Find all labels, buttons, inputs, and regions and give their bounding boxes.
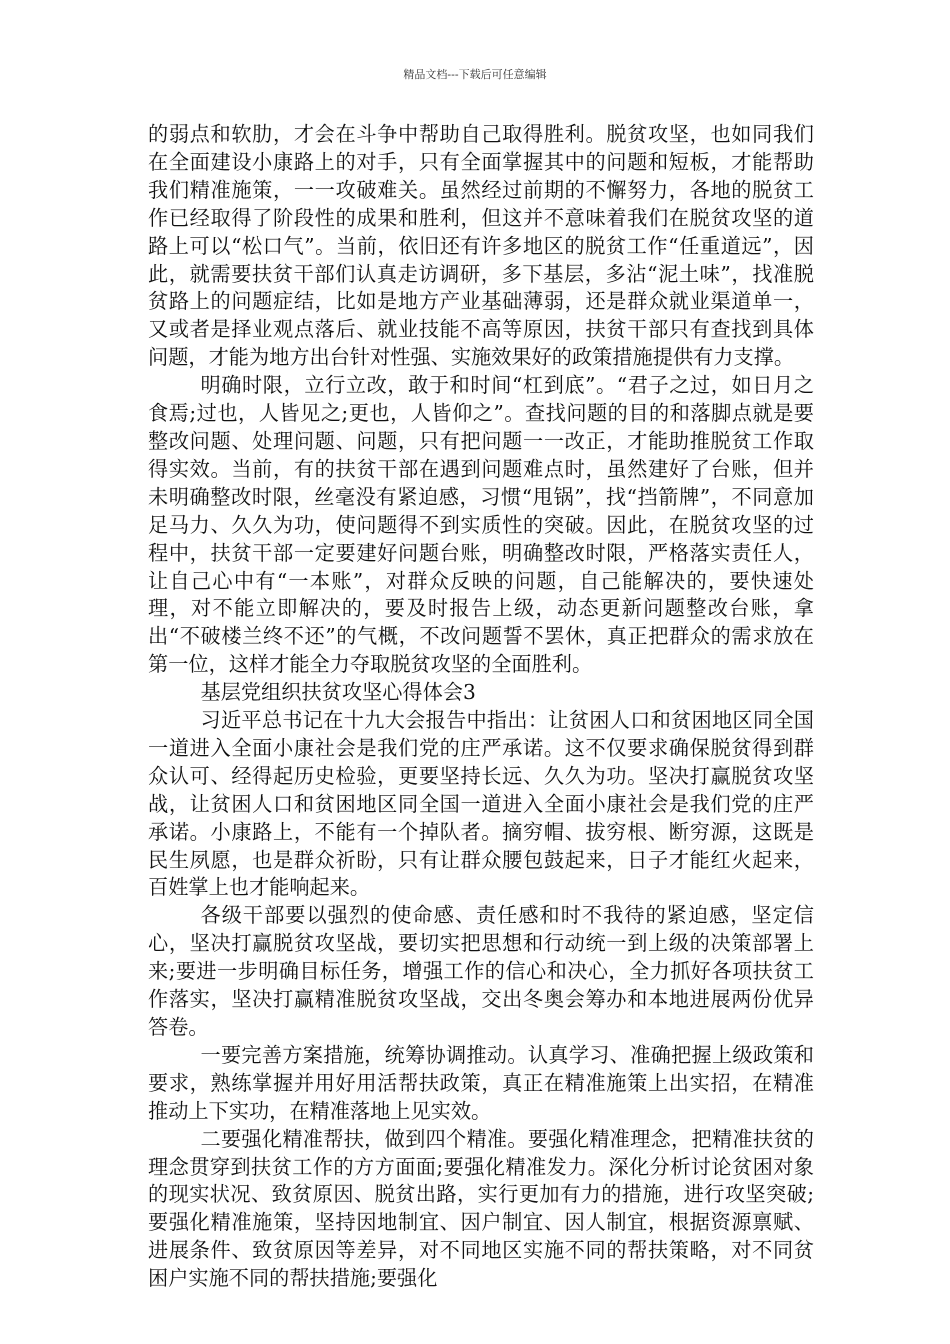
document-body xyxy=(148,121,814,1293)
paragraph-4: 各级干部要以强烈的使命感、责任感和时不我待的紧迫感，坚定信心，坚决打赢脱贫攻坚战，要切实把思想和行动统一到上级的决策部署上来;要进一步明确目标任务，增强工作的信心和决心，全力抓好各项扶贫工作落实，坚决打赢精准脱贫攻坚战，交出冬奥会筹办和本地进展两份优异答卷。 xyxy=(148,903,814,1039)
page-header: 精品文档---下载后可任意编辑 xyxy=(403,68,547,81)
paragraph-3: 习近平总书记在十九大会报告中指出：让贫困人口和贫困地区同全国一道进入全面小康社会是我们党的庄严承诺。这不仅要求确保脱贫得到群众认可、经得起历史检验，更要坚持长远、久久为功。坚决打赢脱贫攻坚战，让贫困人口和贫困地区同全国一道进入全面小康社会是我们党的庄严承诺。小康路上，不能有一个掉队者。摘穷帽、拔穷根、断穷源，这既是民生夙愿，也是群众祈盼，只有让群众腰包鼓起来，日子才能红火起来，百姓掌上也才能响起来。 xyxy=(148,708,814,900)
paragraph-6: 二要强化精准帮扶，做到四个精准。要强化精准理念，把精准扶贫的理念贯穿到扶贫工作的方方面面;要强化精准发力。深化分析讨论贫困对象的现实状况、致贫原因、脱贫出路，实行更加有力的措施，进行攻坚突破;要强化精准施策，坚持因地制宜、因户制宜、因人制宜，根据资源禀赋、进展条件、致贫原因等差异，对不同地区实施不同的帮扶策略，对不同贫困户实施不同的帮扶措施;要强化 xyxy=(148,1126,814,1291)
paragraph-1: 的弱点和软肋，才会在斗争中帮助自己取得胜利。脱贫攻坚，也如同我们在全面建设小康路上的对手，只有全面掌握其中的问题和短板，才能帮助我们精准施策，一一攻破难关。虽然经过前期的不懈努力，各地的脱贫工作已经取得了阶段性的成果和胜利，但这并不意味着我们在脱贫攻坚的道路上可以“松口气”。当前，依旧还有许多地区的脱贫工作“任重道远”，因此，就需要扶贫干部们认真走访调研，多下基层，多沾“泥土味”，找准脱贫路上的问题症结，比如是地方产业基础薄弱，还是群众就业渠道单一，又或者是择业观点落后、就业技能不高等原因，扶贫干部只有查找到具体问题，才能为地方出台针对性强、实施效果好的政策措施提供有力支撑。 xyxy=(148,122,814,370)
section-heading: 基层党组织扶贫攻坚心得体会3 xyxy=(200,680,476,705)
paragraph-5: 一要完善方案措施，统筹协调推动。认真学习、准确把握上级政策和要求，熟练掌握并用好用活帮扶政策，真正在精准施策上出实招，在精准推动上下实功，在精准落地上见实效。 xyxy=(148,1042,814,1123)
paragraph-2: 明确时限，立行立改，敢于和时间“杠到底”。“君子之过，如日月之食焉;过也，人皆见之;更也，人皆仰之”。查找问题的目的和落脚点就是要整改问题、处理问题、问题，只有把问题一一改正，才能助推脱贫工作取得实效。当前，有的扶贫干部在遇到问题难点时，虽然建好了台账，但并未明确整改时限，丝毫没有紧迫感，习惯“甩锅”，找“挡箭牌”，不同意加足马力、久久为功，使问题得不到实质性的突破。因此，在脱贫攻坚的过程中，扶贫干部一定要建好问题台账，明确整改时限，严格落实责任人，让自己心中有“一本账”，对群众反映的问题，自己能解决的，要快速处理，对不能立即解决的，要及时报告上级，动态更新问题整改台账，拿出“不破楼兰终不还”的气概，不改问题誓不罢休，真正把群众的需求放在第一位，这样才能全力夺取脱贫攻坚的全面胜利。 xyxy=(148,373,814,677)
